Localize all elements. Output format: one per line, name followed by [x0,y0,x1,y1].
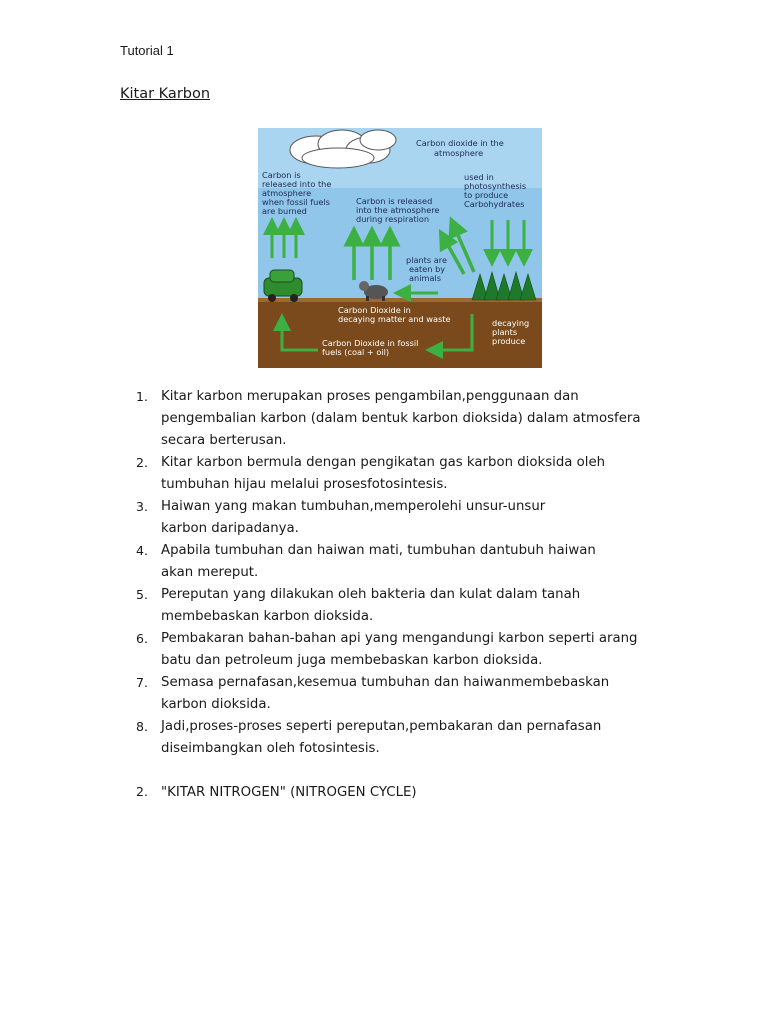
list-item: 3. Haiwan yang makan tumbuhan,memperolehi unsur-unsur karbon daripadanya. [136,499,546,536]
list-item: 2. Kitar karbon bermula dengan pengikatan gas karbon dioksida oleh tumbuhan hijau melalui prosesfotosintesis. [136,455,606,492]
plants-eaten-label: plants are eaten by animals [406,255,447,283]
page-header: Tutorial 1 [120,43,174,58]
list-item: 6. Pembakaran bahan-bahan api yang mengandungi karbon seperti arang batu dan petroleum juga membebaskan karbon dioksida. [136,631,638,668]
page-title: Kitar Karbon [120,86,211,102]
carbon-cycle-points [136,386,676,760]
photosynthesis-label: used in photosynthesis to produce Carbohydrates [464,172,527,209]
respiration-label: Carbon is released into the atmosphere during respiration [356,196,440,224]
list-item: 8. Jadi,proses-proses seperti pereputan,pembakaran dan pernafasan diseimbangkan oleh fotosintesis. [136,719,602,756]
list-item: 5. Pereputan yang dilakukan oleh bakteria dan kulat dalam tanah membebaskan karbon dioksida. [136,587,581,624]
carbon-cycle-svg [258,128,542,368]
decaying-plants-label: decaying plants produce [492,318,530,346]
fossil-release-label: Carbon is released into the atmosphere when fossil fuels are burned [262,170,332,216]
decaying-matter-label: Carbon Dioxide in decaying matter and waste [338,305,451,324]
fossil-fuels-label: Carbon Dioxide in fossil fuels (coal + oil) [322,338,419,357]
list-item: 4. Apabila tumbuhan dan haiwan mati, tumbuhan dantubuh haiwan akan mereput. [136,543,596,580]
atmosphere-label: Carbon dioxide in the atmosphere [416,138,504,158]
list-item: 1. Kitar karbon merupakan proses pengambilan,penggunaan dan pengembalian karbon (dalam bentuk karbon dioksida) dalam atmosfera secara berterusan. [136,389,641,448]
carbon-cycle-diagram [258,128,542,368]
list-item: 7. Semasa pernafasan,kesemua tumbuhan dan haiwanmembebaskan karbon dioksida. [136,675,610,712]
nitrogen-cycle-heading: 2. "KITAR NITROGEN" (NITROGEN CYCLE) [136,784,417,800]
